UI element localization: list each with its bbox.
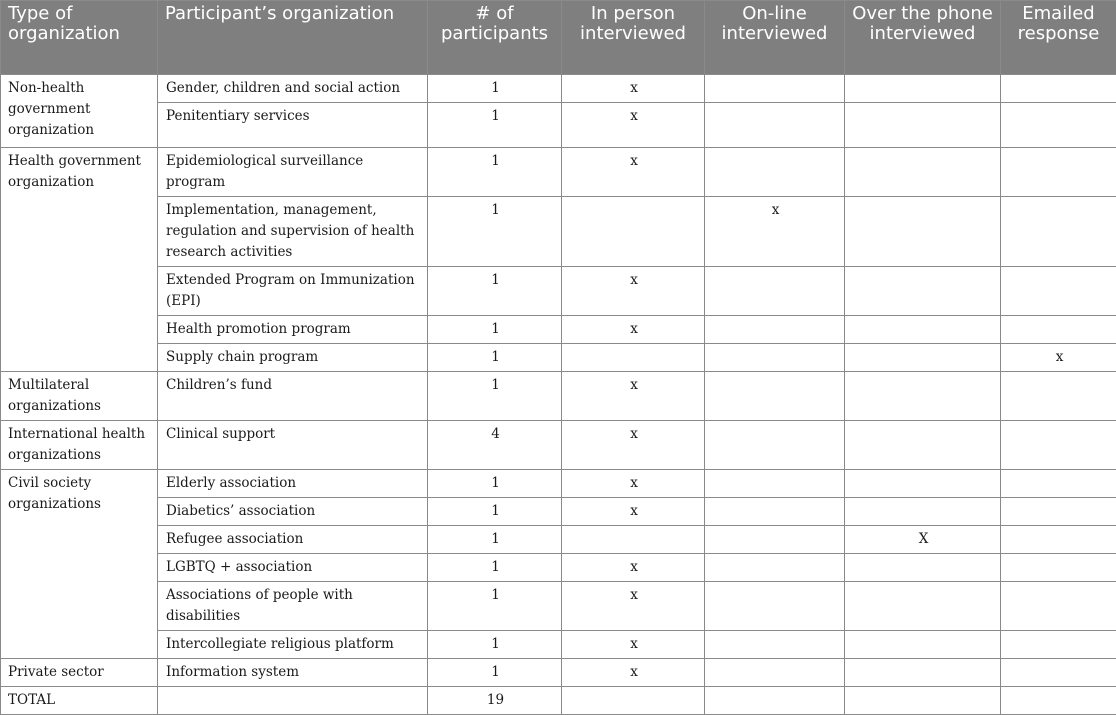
org-cell: Epidemiological surveillance program [158, 148, 428, 197]
in-person-cell: x [562, 148, 705, 197]
in-person-cell: x [562, 103, 705, 148]
email-cell [1001, 526, 1116, 554]
count-cell: 1 [428, 344, 562, 372]
total-label: TOTAL [1, 687, 158, 715]
online-cell [705, 470, 845, 498]
count-cell: 1 [428, 631, 562, 659]
online-cell [705, 631, 845, 659]
in-person-cell: x [562, 75, 705, 103]
email-cell: x [1001, 344, 1116, 372]
count-cell: 1 [428, 470, 562, 498]
email-cell [1001, 687, 1116, 715]
count-cell: 1 [428, 316, 562, 344]
header-online: On-line interviewed [705, 1, 845, 75]
header-row [1, 1, 1116, 75]
count-cell: 1 [428, 103, 562, 148]
phone-cell [845, 498, 1001, 526]
online-cell [705, 582, 845, 631]
phone-cell [845, 103, 1001, 148]
org-cell: Penitentiary services [158, 103, 428, 148]
online-cell [705, 526, 845, 554]
table-row [1, 344, 1116, 372]
online-cell [705, 316, 845, 344]
org-cell: Clinical support [158, 421, 428, 470]
in-person-cell [562, 197, 705, 267]
phone-cell [845, 148, 1001, 197]
count-cell: 1 [428, 75, 562, 103]
org-cell: Elderly association [158, 470, 428, 498]
in-person-cell: x [562, 470, 705, 498]
email-cell [1001, 498, 1116, 526]
header-org: Participant’s organization [158, 1, 428, 75]
online-cell [705, 554, 845, 582]
org-cell: Associations of people with disabilities [158, 582, 428, 631]
org-cell: LGBTQ + association [158, 554, 428, 582]
phone-cell [845, 421, 1001, 470]
org-cell: Diabetics’ association [158, 498, 428, 526]
table-row [1, 75, 1116, 103]
org-cell: Children’s fund [158, 372, 428, 421]
type-cell: Private sector [1, 659, 158, 687]
email-cell [1001, 372, 1116, 421]
total-count: 19 [428, 687, 562, 715]
email-cell [1001, 582, 1116, 631]
phone-cell [845, 687, 1001, 715]
org-cell: Intercollegiate religious platform [158, 631, 428, 659]
in-person-cell: x [562, 316, 705, 344]
type-cell: Civil society organizations [1, 470, 158, 659]
in-person-cell: x [562, 554, 705, 582]
in-person-cell [562, 526, 705, 554]
online-cell [705, 498, 845, 526]
total-row [1, 687, 1116, 715]
phone-cell [845, 344, 1001, 372]
table-row [1, 421, 1116, 470]
type-cell: Multilateral organizations [1, 372, 158, 421]
email-cell [1001, 316, 1116, 344]
header-phone: Over the phone interviewed [845, 1, 1001, 75]
in-person-cell: x [562, 498, 705, 526]
table-row [1, 470, 1116, 498]
org-cell: Implementation, management, regulation and supervision of health research activities [158, 197, 428, 267]
phone-cell: X [845, 526, 1001, 554]
header-type: Type of organization [1, 1, 158, 75]
count-cell: 1 [428, 372, 562, 421]
table-row [1, 498, 1116, 526]
in-person-cell [562, 344, 705, 372]
email-cell [1001, 421, 1116, 470]
table-row [1, 554, 1116, 582]
email-cell [1001, 470, 1116, 498]
in-person-cell: x [562, 267, 705, 316]
phone-cell [845, 197, 1001, 267]
in-person-cell: x [562, 421, 705, 470]
email-cell [1001, 148, 1116, 197]
org-cell [158, 687, 428, 715]
count-cell: 1 [428, 526, 562, 554]
org-cell: Extended Program on Immunization (EPI) [158, 267, 428, 316]
phone-cell [845, 372, 1001, 421]
count-cell: 1 [428, 659, 562, 687]
org-cell: Health promotion program [158, 316, 428, 344]
online-cell: x [705, 197, 845, 267]
org-cell: Information system [158, 659, 428, 687]
table-row [1, 267, 1116, 316]
email-cell [1001, 631, 1116, 659]
email-cell [1001, 554, 1116, 582]
table-row [1, 316, 1116, 344]
email-cell [1001, 103, 1116, 148]
table-row [1, 631, 1116, 659]
header-email: Emailed response [1001, 1, 1116, 75]
in-person-cell: x [562, 372, 705, 421]
online-cell [705, 148, 845, 197]
phone-cell [845, 631, 1001, 659]
type-cell: Health government organization [1, 148, 158, 372]
phone-cell [845, 554, 1001, 582]
table-row [1, 148, 1116, 197]
in-person-cell [562, 687, 705, 715]
table-row [1, 582, 1116, 631]
phone-cell [845, 316, 1001, 344]
count-cell: 1 [428, 554, 562, 582]
count-cell: 1 [428, 267, 562, 316]
phone-cell [845, 582, 1001, 631]
org-cell: Refugee association [158, 526, 428, 554]
email-cell [1001, 197, 1116, 267]
table-row [1, 197, 1116, 267]
in-person-cell: x [562, 659, 705, 687]
email-cell [1001, 659, 1116, 687]
count-cell: 1 [428, 148, 562, 197]
online-cell [705, 267, 845, 316]
header-in-person: In person interviewed [562, 1, 705, 75]
online-cell [705, 687, 845, 715]
phone-cell [845, 267, 1001, 316]
header-count: # of participants [428, 1, 562, 75]
online-cell [705, 659, 845, 687]
table-row [1, 659, 1116, 687]
type-cell: Non-health government organization [1, 75, 158, 148]
in-person-cell: x [562, 631, 705, 659]
phone-cell [845, 470, 1001, 498]
in-person-cell: x [562, 582, 705, 631]
email-cell [1001, 75, 1116, 103]
count-cell: 4 [428, 421, 562, 470]
count-cell: 1 [428, 197, 562, 267]
online-cell [705, 372, 845, 421]
org-cell: Gender, children and social action [158, 75, 428, 103]
online-cell [705, 344, 845, 372]
email-cell [1001, 267, 1116, 316]
count-cell: 1 [428, 498, 562, 526]
org-cell: Supply chain program [158, 344, 428, 372]
table-row [1, 103, 1116, 148]
table-row [1, 372, 1116, 421]
phone-cell [845, 75, 1001, 103]
count-cell: 1 [428, 582, 562, 631]
phone-cell [845, 659, 1001, 687]
online-cell [705, 75, 845, 103]
online-cell [705, 103, 845, 148]
online-cell [705, 421, 845, 470]
type-cell: International health organizations [1, 421, 158, 470]
table-row [1, 526, 1116, 554]
